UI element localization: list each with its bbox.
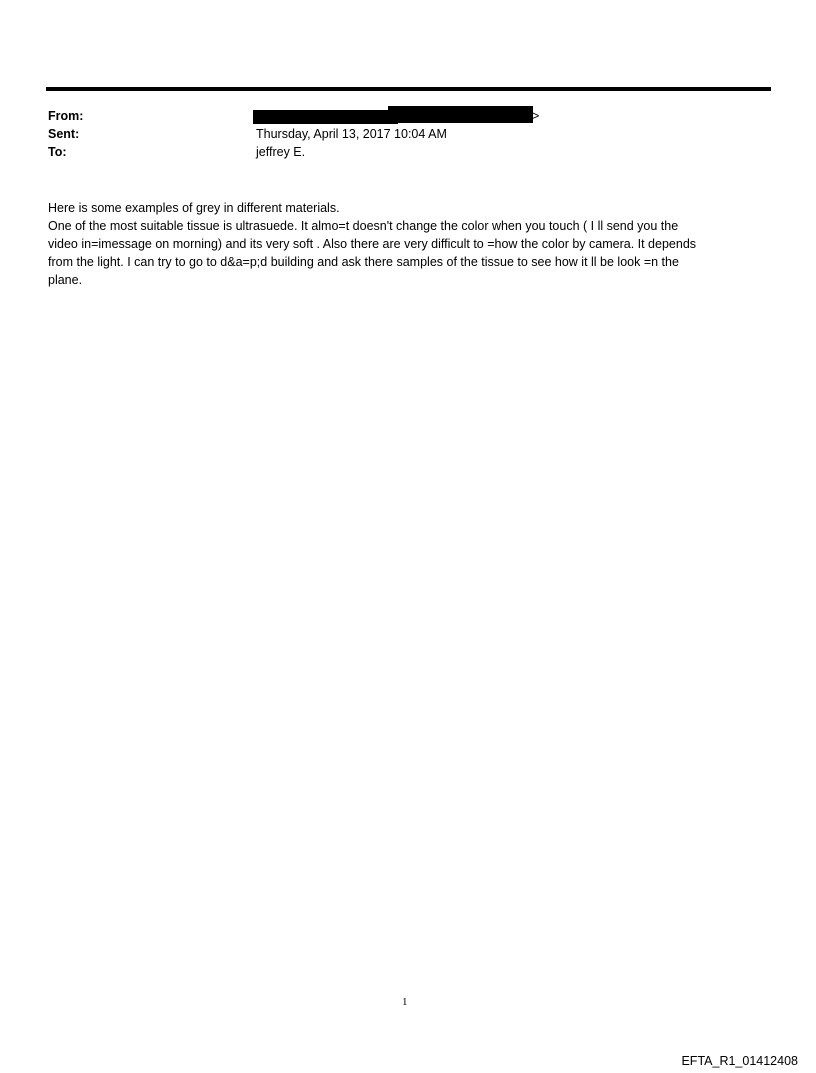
sent-label: Sent: <box>48 127 80 141</box>
from-row <box>48 107 748 125</box>
to-label: To: <box>48 145 67 159</box>
to-row <box>48 143 748 161</box>
header-divider <box>46 87 771 91</box>
to-value: jeffrey E. <box>256 145 306 159</box>
redaction-block <box>388 106 533 123</box>
page-number: 1 <box>402 996 408 1008</box>
document-id: EFTA_R1_01412408 <box>681 1054 798 1068</box>
from-label: From: <box>48 109 84 123</box>
body-line: from the light. I can try to go to d&a=p;d building and ask there samples of the tissue to see how it ll be look =n the <box>48 255 679 269</box>
body-line: Here is some examples of grey in different materials. <box>48 201 340 215</box>
body-line: One of the most suitable tissue is ultrasuede. It almo=t doesn't change the color when you touch ( I ll send you the <box>48 219 679 233</box>
email-body <box>48 199 768 289</box>
sent-row <box>48 125 748 143</box>
sent-value: Thursday, April 13, 2017 10:04 AM <box>256 127 447 141</box>
body-line: plane. <box>48 273 83 287</box>
redaction-block <box>253 110 398 124</box>
from-value-suffix: > <box>532 109 540 123</box>
body-line: video in=imessage on morning) and its very soft . Also there are very difficult to =how the color by camera. It depends <box>48 237 697 251</box>
